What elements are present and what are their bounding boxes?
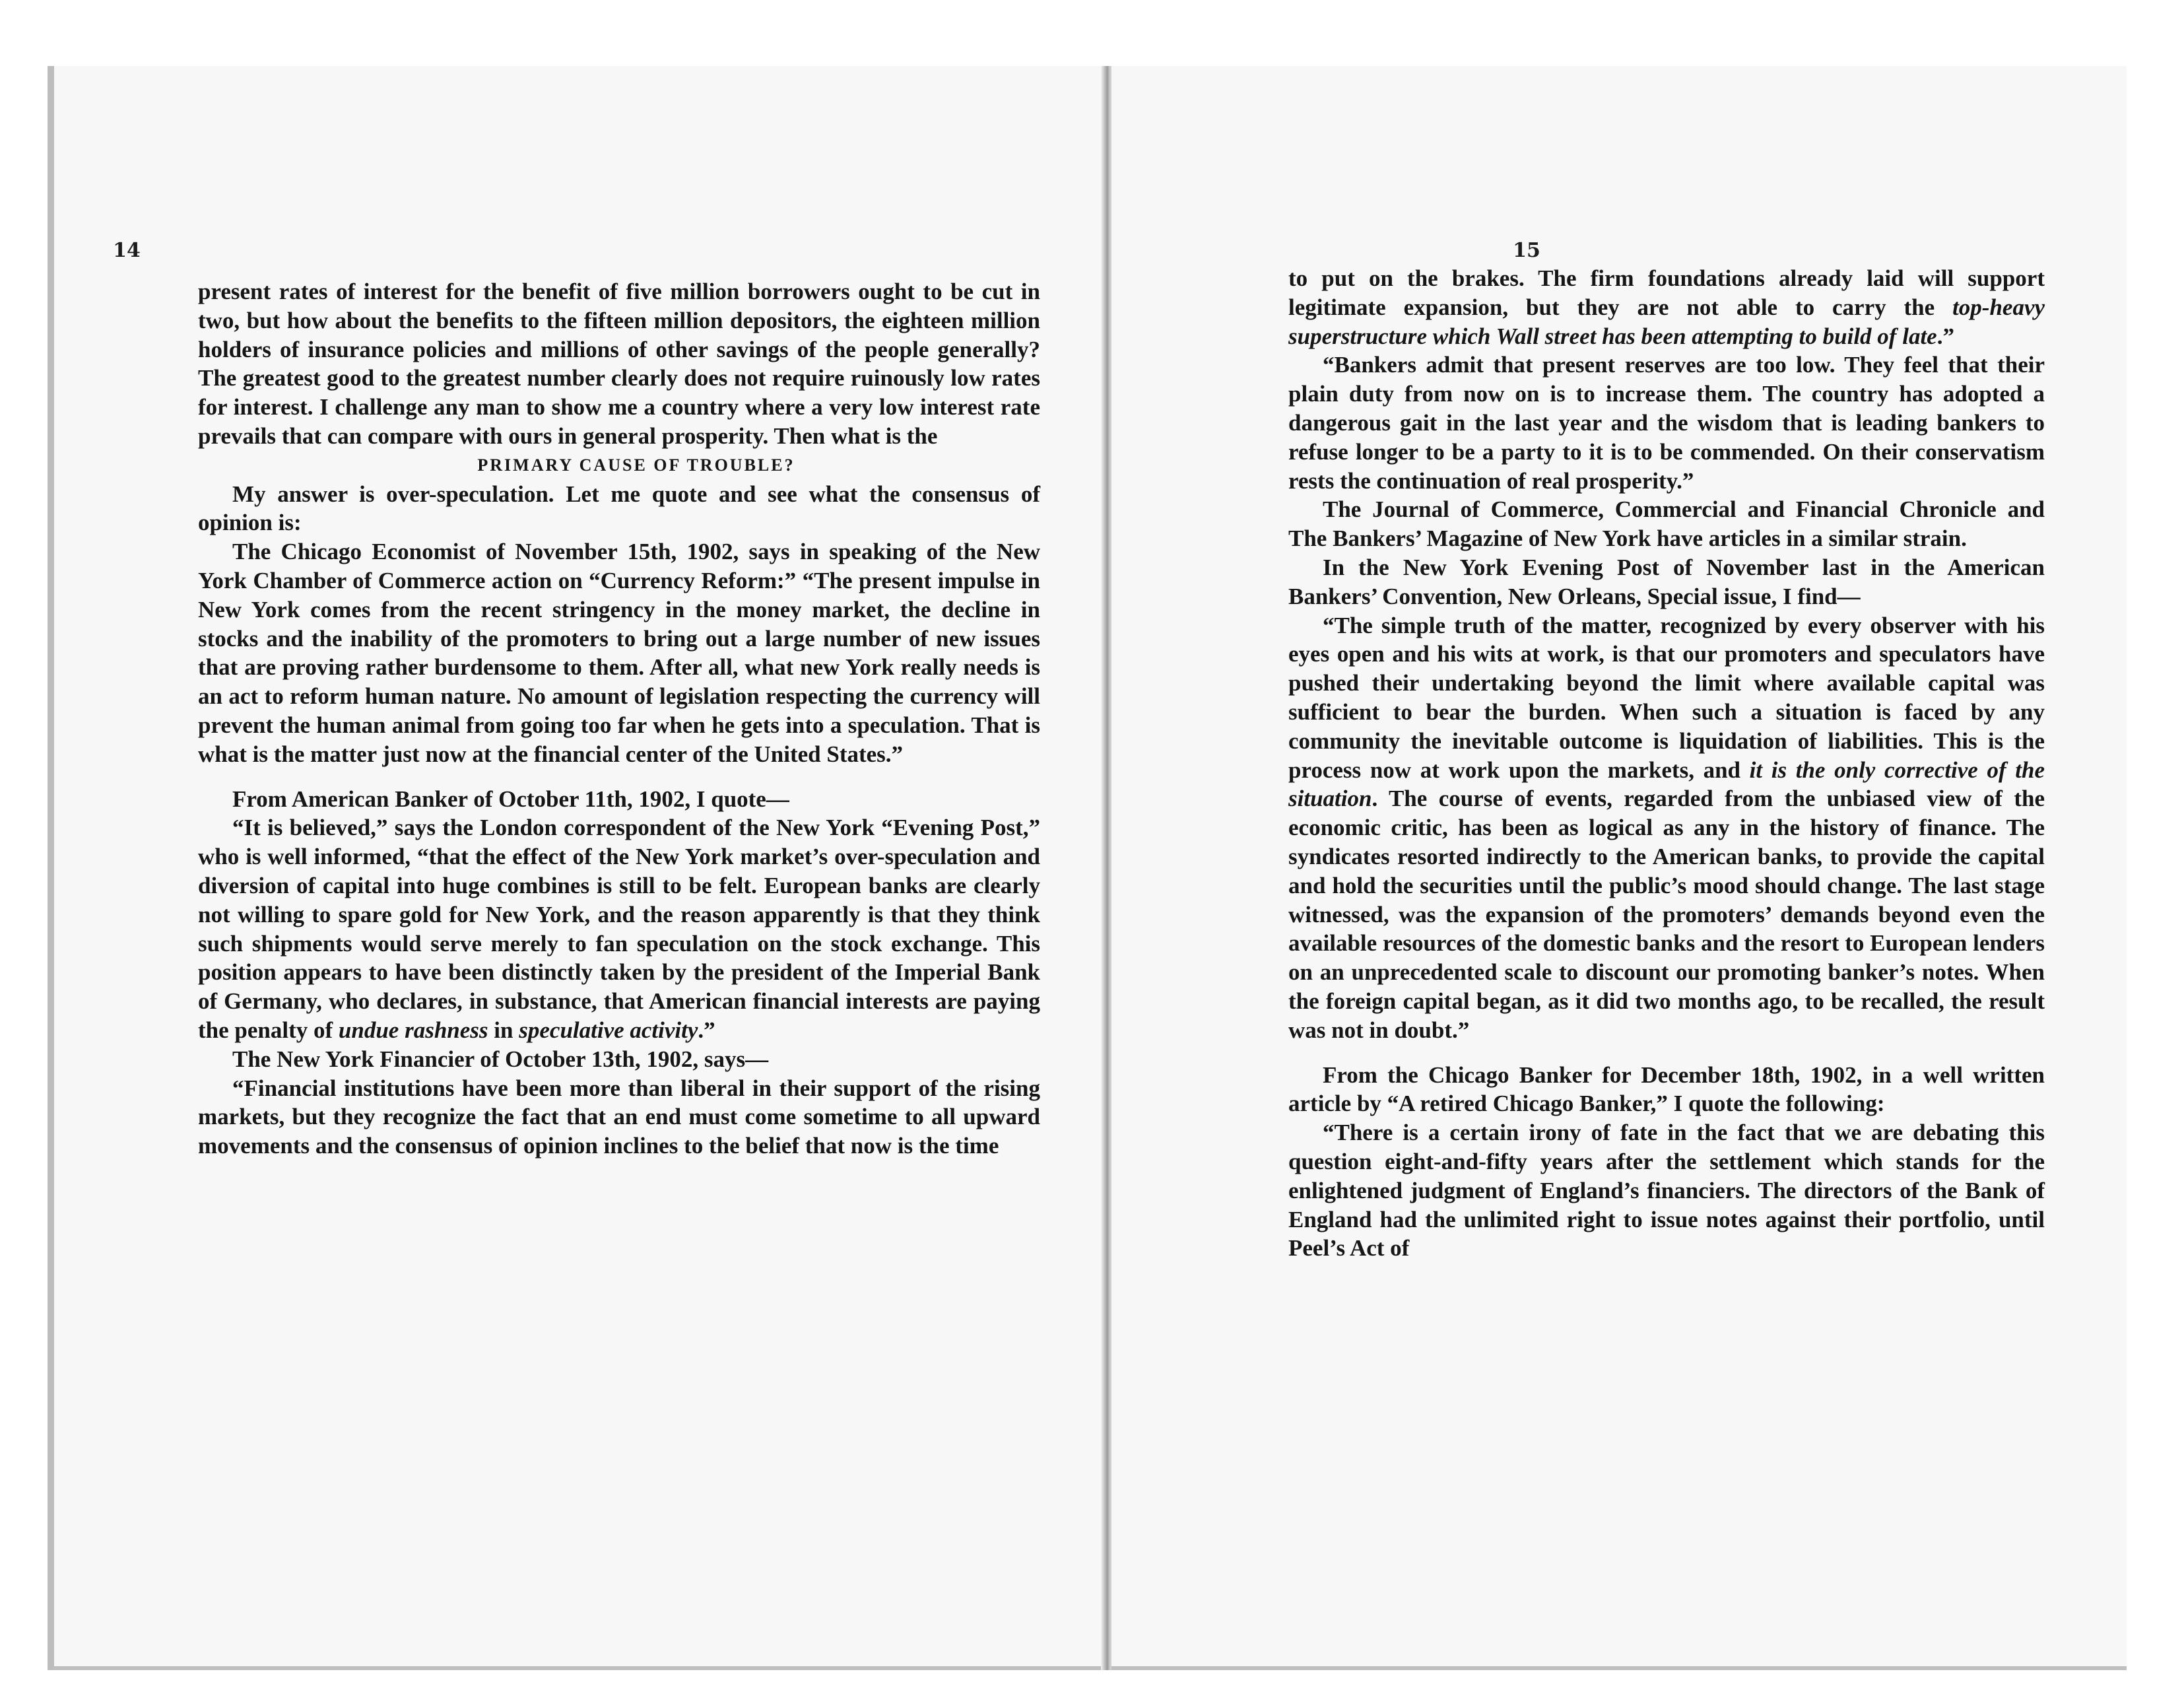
quote-text: “It is believed,” says the London correspondent of the New York “Evening Post,” who is well informed, “that the effect of the New York market’s over-speculation and diversion of capital into huge combines is still to be felt. European banks are clearly not willing to spare gold for New York, and the reason apparently is that they think such shipments would serve merely to fan speculation on the stock exchange. This position appears to have been distinctly taken by the president of the Imperial Bank of Germany, who declares, in substance, that American financial interests are paying the penalty of xyxy=(198,815,1040,1043)
quote-text: .” xyxy=(698,1017,715,1043)
quote-text: in xyxy=(494,1017,513,1043)
italic-phrase: speculative activity xyxy=(519,1017,698,1043)
quote-text: . The course of events, regarded from the unbiased view of the economic critic, has been as logical as any in the history of finance. The syndicates resorted indirectly to the American banks, to provide the capital and hold the securities until the public’s mood should change. The last stage witnessed, was the expansion of the promoters’ demands beyond even the available resources of the domestic banks and the resort to European lenders on an unprecedented scale to discount our promoting banker’s notes. When the foreign capital began, as it did two months ago, to be recalled, the result was not in doubt.” xyxy=(1288,786,2045,1043)
section-heading: PRIMARY CAUSE OF TROUBLE? xyxy=(477,455,795,475)
left-text-column xyxy=(198,277,1040,1161)
paragraph xyxy=(1288,611,2045,1045)
page-number: 14 xyxy=(113,239,141,262)
italic-phrase: it is the only corrective of the situation xyxy=(1288,757,2045,812)
paragraph: “Financial institutions have been more than liberal in their support of the rising markets, but they recognize the fact that an end must come sometime to all upward movements and the consensus of opinion inclines to the belief that now is the time xyxy=(198,1075,1040,1159)
quote-text: to put on the brakes. The firm foundations already laid will support legitimate expansion, but they are not able to carry the xyxy=(1288,265,2045,320)
italic-phrase: top-heavy superstructure which Wall street has been attempting to build of late xyxy=(1288,294,2045,349)
paragraph: “There is a certain irony of fate in the fact that we are debating this question eight-and-fifty years after the settlement which stands for the enlightened judgment of England’s financiers. The directors of the Bank of England had the unlimited right to issue notes against their portfolio, until Peel’s Act of xyxy=(1288,1120,2045,1262)
page-number: 15 xyxy=(1513,239,1540,262)
paragraph: In the New York Evening Post of November last in the American Bankers’ Convention, New Orleans, Special issue, I find— xyxy=(1288,554,2045,609)
paragraph: My answer is over-speculation. Let me quote and see what the consensus of opinion is: xyxy=(198,481,1040,536)
paragraph: From the Chicago Banker for December 18th, 1902, in a well written article by “A retired Chicago Banker,” I quote the following: xyxy=(1288,1061,2045,1117)
right-text-column xyxy=(1288,264,2045,1263)
paragraph xyxy=(1288,264,2045,351)
paragraph: “Bankers admit that present reserves are too low. They feel that their plain duty from now on is to increase them. The country has adopted a dangerous gait in the last year and the wisdom that is leading bankers to refuse longer to be a party to it is to be commended. On their conservatism rests the continuation of real prosperity.” xyxy=(1288,352,2045,494)
book-spread xyxy=(48,66,2127,1670)
paragraph: The Chicago Economist of November 15th, 1902, says in speaking of the New York Chamber of Commerce action on “Currency Reform:” “The present impulse in New York comes from the recent stringency in the money market, the decline in stocks and the inability of the promoters to bring out a large number of new issues that are proving rather burdensome to them. After all, what new York really needs is an act to reform human nature. No amount of legislation respecting the currency will prevent the human animal from going too far when he gets into a speculation. That is what is the matter just now at the financial center of the United States.” xyxy=(198,539,1040,767)
paragraph xyxy=(198,813,1040,1044)
left-page xyxy=(48,66,1110,1670)
paragraph: The New York Financier of October 13th, 1902, says— xyxy=(232,1046,769,1072)
quote-text: .” xyxy=(1936,323,1954,349)
quote-text: “The simple truth of the matter, recognized by every observer with his eyes open and his wits at work, is that our promoters and speculators have pushed their undertaking beyond the limit where available capital was sufficient to bear the burden. When such a situation is faced by any community the inevitable outcome is liquidation of liabilities. This is the process now at work upon the markets, and xyxy=(1288,612,2045,783)
paragraph: The Journal of Commerce, Commercial and Financial Chronicle and The Bankers’ Magazine of New York have articles in a similar strain. xyxy=(1288,496,2045,552)
paragraph: present rates of interest for the benefit of five million borrowers ought to be cut in two, but how about the benefits to the fifteen million depositors, the eighteen million holders of insurance policies and millions of other savings of the people generally? The greatest good to the greatest number clearly does not require ruinously low rates for interest. I challenge any man to show me a country where a very low interest rate prevails that can compare with ours in general prosperity. Then what is the xyxy=(198,279,1040,449)
italic-phrase: undue rashness xyxy=(338,1017,488,1043)
paragraph: From American Banker of October 11th, 1902, I quote— xyxy=(232,786,789,812)
right-page xyxy=(1111,66,2127,1670)
